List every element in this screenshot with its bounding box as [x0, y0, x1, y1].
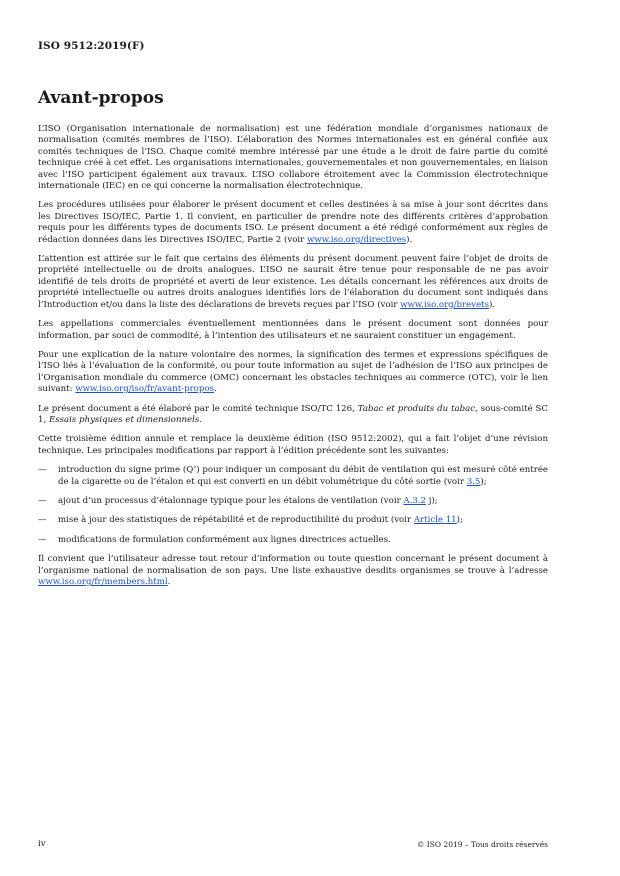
paragraph-feedback [38, 554, 548, 588]
paragraph-end: ). [489, 299, 496, 310]
list-item-text: introduction du signe prime (Q’) pour indiquer un composant du débit de ventilation qui est mesuré côté entrée de la cigarette ou de l’étalon et qui est converti en un débit volumétrique du côté sortie (voir 3.5); [58, 465, 548, 487]
paragraph-trade-names: Les appellations commerciales éventuellement mentionnées dans le présent document sont données pour information, par souci de commodité, à l’intention des utilisateurs et ne sauraient constituer un engagement. [38, 319, 548, 341]
link-clause-3-5[interactable]: 3.5 [466, 476, 481, 487]
link-clause-a-3-2[interactable]: A.3.2 [403, 495, 427, 506]
list-item-text: mise à jour des statistiques de répétabilité et de reproductibilité du produit (voir Article 11); [58, 515, 463, 526]
paragraph-end: . [167, 577, 171, 587]
paragraph-text: L’attention est attirée sur le fait que certains des éléments du présent document peuvent faire l’objet de droits de propriété intellectuelle ou de droits analogues. L’ISO ne saurait être tenue pour responsable de ne pas avoir identifié de tels droits de propriété et averti de leur existence. Les détails concernant les références aux droits de propriété intellectuelle ou autres droits analogues identifiés lors de l’élaboration du document sont indiqués dans l’Introduction et/ou dans la liste des déclarations de brevets reçues par l’ISO (voir [38, 254, 548, 310]
list-item [38, 496, 548, 507]
subcommittee-title: Essais physiques et dimensionnels [48, 414, 200, 425]
list-dash: — [38, 534, 47, 545]
copyright-notice: © ISO 2019 – Tous droits réservés [416, 840, 548, 849]
paragraph-end: . [213, 384, 217, 395]
list-item-text: modifications de formulation conformément aux lignes directrices actuelles. [58, 534, 391, 545]
link-brevets[interactable]: www.iso.org/brevets [400, 299, 490, 310]
document-id: ISO 9512:2019(F) [38, 40, 145, 52]
paragraph-text: Les procédures utilisées pour élaborer le présent document et celles destinées à sa mise à jour sont décrites dans les Directives ISO/IEC, Partie 1. Il convient, en particulier de prendre note des différents critères d’approbation requis pour les différents types de documents ISO. Le présent document a été rédigé conformément aux règles de rédaction données dans les Directives ISO/IEC, Partie 2 (voir [38, 200, 548, 245]
paragraph-patents [38, 254, 548, 311]
page-number: iv [38, 839, 46, 849]
list-dash: — [38, 465, 47, 476]
foreword-body [38, 124, 548, 596]
committee-title: Tabac et produits du tabac [357, 403, 476, 414]
paragraph-procedures [38, 200, 548, 246]
list-dash: — [38, 515, 47, 526]
paragraph-iso-intro: L’ISO (Organisation internationale de normalisation) est une fédération mondiale d’organismes nationaux de normalisation (comités membres de l’ISO). L’élaboration des Normes internationales est en général confiée aux comités techniques de l’ISO. Chaque comité membre intéressé par une étude a le droit de faire partie du comité technique créé à cet effet. Les organisations internationales, gouvernementales et non gouvernementales, en liaison avec l’ISO participent également aux travaux. L’ISO collabore étroitement avec la Commission électrotechnique internationale (IEC) en ce qui concerne la normalisation électrotechnique. [38, 124, 548, 192]
list-item [38, 465, 548, 488]
link-directives[interactable]: www.iso.org/directives [306, 234, 407, 245]
document-page [38, 0, 548, 876]
paragraph-voluntary [38, 350, 548, 396]
list-item [38, 515, 548, 526]
paragraph-end: . [199, 414, 203, 425]
link-members[interactable]: www.iso.org/fr/members.html [38, 577, 168, 587]
paragraph-edition: Cette troisième édition annule et remplace la deuxième édition (ISO 9512:2002), qui a fait l’objet d’une révision technique. Les principales modifications par rapport à l’édition précédente sont les suivantes: [38, 434, 548, 456]
list-dash: — [38, 495, 47, 506]
paragraph-end: ). [406, 234, 413, 245]
paragraph-text: Il convient que l’utilisateur adresse tout retour d’information ou toute question concernant le présent document à l’organisme national de normalisation de son pays. Une liste exhaustive desdits organismes se trouve à l’adresse [38, 554, 548, 576]
list-item-text: ajout d’un processus d’étalonnage typique pour les étalons de ventilation (voir A.3.2 j); [58, 495, 438, 506]
paragraph-text: Pour une explication de la nature volontaire des normes, la signification des termes et expressions spécifiques de l’ISO liés à l’évaluation de la conformité, ou pour toute information au sujet de l’adhésion de l’ISO aux principes de l’Organisation mondiale du commerce (OMC) concernant les obstacles techniques au commerce (OTC), voir le lien suivant: [38, 349, 548, 395]
link-avant-propos[interactable]: www.iso.org/iso/fr/avant-propos [75, 384, 214, 395]
paragraph-text: , sous-comité SC 1, [38, 403, 548, 425]
link-article-11[interactable]: Article 11 [413, 515, 457, 526]
paragraph-committee [38, 404, 548, 427]
list-item [38, 535, 548, 546]
section-title: Avant-propos [38, 88, 164, 108]
paragraph-text: Le présent document a été élaboré par le comité technique ISO/TC 126, [38, 403, 358, 414]
